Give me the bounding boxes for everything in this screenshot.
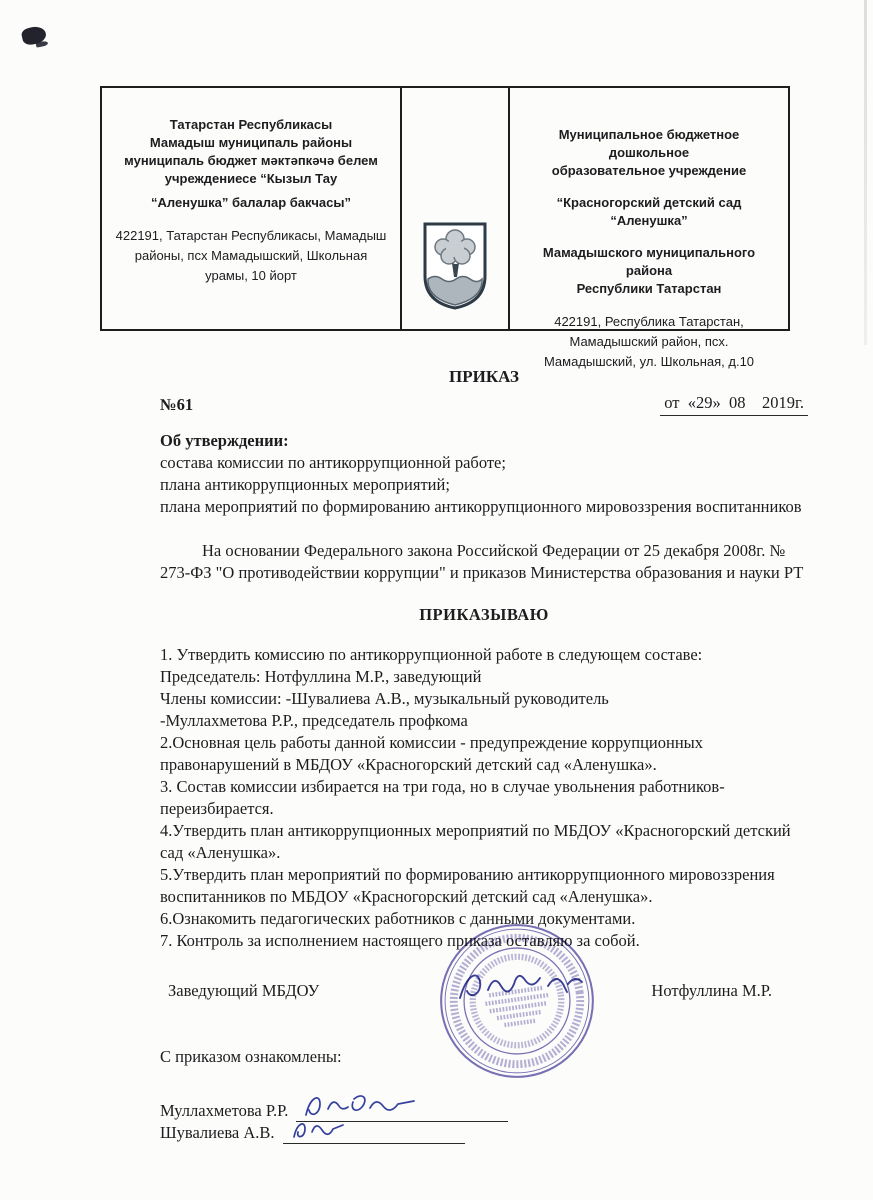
order-item: 1. Утвердить комиссию по антикоррупционной работе в следующем составе: xyxy=(160,645,703,664)
org-name-line: муниципаль бюджет мәктәпкәчә белем xyxy=(124,153,378,168)
org-address: 422191, Республика Татарстан, Мамадышский район, псх. Мамадышский, ул. Школьная, д.10 xyxy=(543,314,755,369)
org-name-line: “Красногорский детский сад “Аленушка” xyxy=(556,195,742,228)
number-date-row xyxy=(160,392,808,416)
order-title: ПРИКАЗ xyxy=(449,367,519,386)
scan-artifact-streak xyxy=(864,0,867,345)
org-address: 422191, Татарстан Республикасы, Мамадыш районы, псх Мамадышский, Школьная урамы, 10 йорт xyxy=(115,228,387,283)
org-name-line: Мамадыш муниципаль районы xyxy=(149,135,353,150)
order-item: 5.Утвердить план мероприятий по формированию антикоррупционного мировоззрения воспитанников по МБДОУ «Красногорский детский сад «Аленушка». xyxy=(160,865,775,906)
org-name-line: учреждениесе “Кызыл Тау xyxy=(164,171,338,186)
acknowledge-line xyxy=(160,1122,808,1144)
spacer xyxy=(114,212,388,226)
org-name-line: Республики Татарстан xyxy=(576,281,722,296)
resolve-heading: ПРИКАЗЫВАЮ xyxy=(419,605,549,624)
subject-heading: Об утверждении: xyxy=(160,431,289,450)
order-number: №61 xyxy=(160,395,194,414)
order-item: 7. Контроль за исполнением настоящего приказа оставляю за собой. xyxy=(160,931,640,950)
acknowledge-heading: С приказом ознакомлены: xyxy=(160,1047,342,1066)
head-handwritten-signature xyxy=(452,962,592,1019)
subject-item: состава комиссии по антикоррупционной работе; xyxy=(160,453,506,472)
org-name-line: Мамадышского муниципального района xyxy=(542,245,756,278)
order-date: от «29» 08 2019г. xyxy=(660,392,808,416)
spacer xyxy=(522,180,776,194)
order-item: -Муллахметова Р.Р., председатель профкома xyxy=(160,711,468,730)
letterhead-right-russian xyxy=(510,88,788,369)
head-name: Нотфуллина М.Р. xyxy=(651,981,772,1000)
acknowledge-line xyxy=(160,1100,808,1122)
order-item: Председатель: Нотфуллина М.Р., заведующий xyxy=(160,667,482,686)
org-name-line: Муниципальное бюджетное дошкольное xyxy=(558,127,740,160)
order-item: 4.Утвердить план антикоррупционных мероприятий по МБДОУ «Красногорский детский сад «Аленушка». xyxy=(160,821,791,862)
order-item: 6.Ознакомить педагогических работников с данными документами. xyxy=(160,909,636,928)
coat-of-arms-icon xyxy=(421,221,489,311)
order-item: 2.Основная цель работы данной комиссии - предупреждение коррупционных правонарушений в МБДОУ «Красногорский детский сад «Аленушка». xyxy=(160,733,703,774)
ack-name: Муллахметова Р.Р. xyxy=(160,1101,289,1120)
order-item: 3. Состав комиссии избирается на три года, но в случае увольнения работников-переизбирается. xyxy=(160,777,725,818)
letterhead-emblem-cell xyxy=(402,88,510,329)
order-item: Члены комиссии: -Шувалиева А.В., музыкальный руководитель xyxy=(160,689,609,708)
handwritten-signature xyxy=(289,1115,379,1145)
spacer xyxy=(522,298,776,312)
signature-line xyxy=(283,1122,465,1144)
head-position-title: Заведующий МБДОУ xyxy=(168,981,320,1000)
subject-item: плана антикоррупционных мероприятий; xyxy=(160,475,450,494)
scan-artifact-blot xyxy=(20,25,47,47)
ack-name: Шувалиева А.В. xyxy=(160,1123,275,1142)
org-name-line: “Аленушка” балалар бакчасы” xyxy=(151,195,351,210)
legal-basis-paragraph: На основании Федерального закона Российской Федерации от 25 декабря 2008г. № 273-ФЗ "О противодействии коррупции" и приказов Министерства образования и науки РТ xyxy=(160,541,804,582)
letterhead-left-tatar xyxy=(102,88,402,329)
spacer xyxy=(522,230,776,244)
org-name-line: Татарстан Республикасы xyxy=(169,117,333,132)
subject-item: плана мероприятий по формированию антикоррупционного мировоззрения воспитанников xyxy=(160,497,802,516)
org-name-line: образовательное учреждение xyxy=(551,163,747,178)
letterhead xyxy=(100,86,790,369)
